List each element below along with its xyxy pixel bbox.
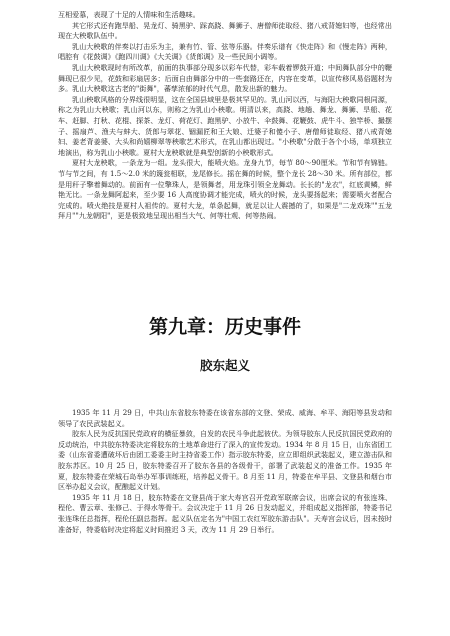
lower-text-block (58, 408, 392, 535)
chapter-title: 第九章：历史事件 (148, 316, 301, 338)
paragraph: 其它形式还有跑旱船、晃龙灯、骑黑驴、踩高跷、舞狮子、唐僧师徒取经、猪八戒背媳妇等，也经常出现在大秧歌队伍中。 (58, 20, 392, 41)
paragraph: 1935 年 11 月 29 日，中共山东省胶东特委在该省东部的文登、荣成、威海、牟平、海阳等县发动和领导了农民武装起义。 (58, 408, 392, 428)
paragraph: 乳山大秧歌的伴奏以打击乐为主，兼有竹、管、弦等乐器。伴奏乐谱有《快走阵》和《慢走阵》两种，唱腔有《花鼓调》《跑四川调》《大关调》《货郎调》及一些民间小调等。 (58, 41, 392, 62)
upper-text-block (58, 10, 392, 222)
paragraph: 乳山秧歌风格的分界线很明显，这在全国县域里是极其罕见的。乳山河以西，与海阳大秧歌同根同源，称之为乳山大秧歌；乳山河以东，则称之为乳山小秧歌。明清以来，高跷、地趟、舞龙、舞狮、旱船、花车、赶脚、打秋、花棍、探茶、龙灯、荷花灯、跑黑驴、小放牛、伞鼓舞、花鞭鼓、虎牛斗、独竿桥、撮摆子、摇扇芦、渔夫与蚌大、货郎与翠花、锢漏匠和王大娘、迁婆子和傻小子、唐僧师徒取经、猪八戒背媳妇、姜老背姜婆、大头和尚嬉柳翠等秧歌艺术形式，在乳山都出现过。"小秧歌"分散于各个小场，单项独立地演出，称为乳山小秧歌。夏村大龙秧歌就是典型创新的小秧歌形式。 (58, 94, 392, 157)
section-title: 胶东起义 (199, 358, 250, 373)
paragraph: 1935 年 11 月 18 日，胶东特委在文登县尚于家大寿宫召开党政军联席会议，出席会议的有张连珠、程伦、曹云章、张修己、于得水等骨干。会议决定于 11 月 26 日发动起义，并组成起义指挥部，特委书记张连珠任总指挥，程伦任副总指挥。起义队伍定名为"中国工农红军胶东游击队"。天寿宫会议后，因未按时准备好，特委临时决定将起义时间推迟 3 天，改为 11 月 29 日举行。 (58, 492, 392, 534)
paragraph: 乳山大秧歌现时有所改革，前面的执事部分现多以彩车代替，彩车载着锣鼓开道；中间舞队部分中的鞭舞现已很少见，花鼓和彩扇居多；后面自由舞部分中的一些套路还在，内容在变革，以宣传移风易俗题材为多。乳山大秧歌这古老的"街舞"，蕃孳浓郁的时代气息，散发出新的魅力。 (58, 62, 392, 94)
paragraph: 夏村大龙秧歌，一条龙为一组。龙头很大，能喷火焰。龙身九节，每节 80～90厘米。节和节有锦链。节与节之间，有 1.5～2.0 米的篾瓮相联，龙尾修长。摇在舞的时候，整个龙长 28～30 米。所有部位，都是用秆子擎着舞动的。前面有一位擎珠人，是领舞者，用龙珠引领全龙舞动。长长的"龙衣"，红底黄鳞，鲜艳无比。一条龙舞阿起来，至少要 16 人高度协调才能完成，喷火的时候，龙头要扬起来；需要喷火者配合完成的。喷火绝技是夏村人祖传的。夏村大龙，单条起舞，就足以让人震撼的了，如果是"二龙戏珠""五龙拜月""九龙朝阳"，更是极致地呈现出相当大气、何等壮观、何等热闹。 (58, 158, 392, 221)
paragraph: 互相爱慕，表现了十足的人情味和生活趣味。 (58, 10, 200, 19)
paragraph: 胶东人民为反抗国民党政府的横征暴敛，自发的农民斗争此起彼伏。为领导胶东人民反抗国民党政府的反动统治，中共胶东特委决定将胶东的土地革命进行了深入的宣传发动。1934 年 8 月 15 日，山东省团工委（山东省委遭破坏后由团工委委主时主持省委工作）指示胶东特委，应立即组织武装起义，建立游击队和胶东苏区。10 月 25 日，胶东特委召开了胶东各县的各级骨干，部署了武装起义的准备工作。1935 年夏，胶东特委在荣城石岛举办军事训练班，培养起义骨干。8 月至 11 月，特委在牟平县、文登县和烟台市区举办起义会议，配酿起义计划。 (58, 429, 392, 492)
